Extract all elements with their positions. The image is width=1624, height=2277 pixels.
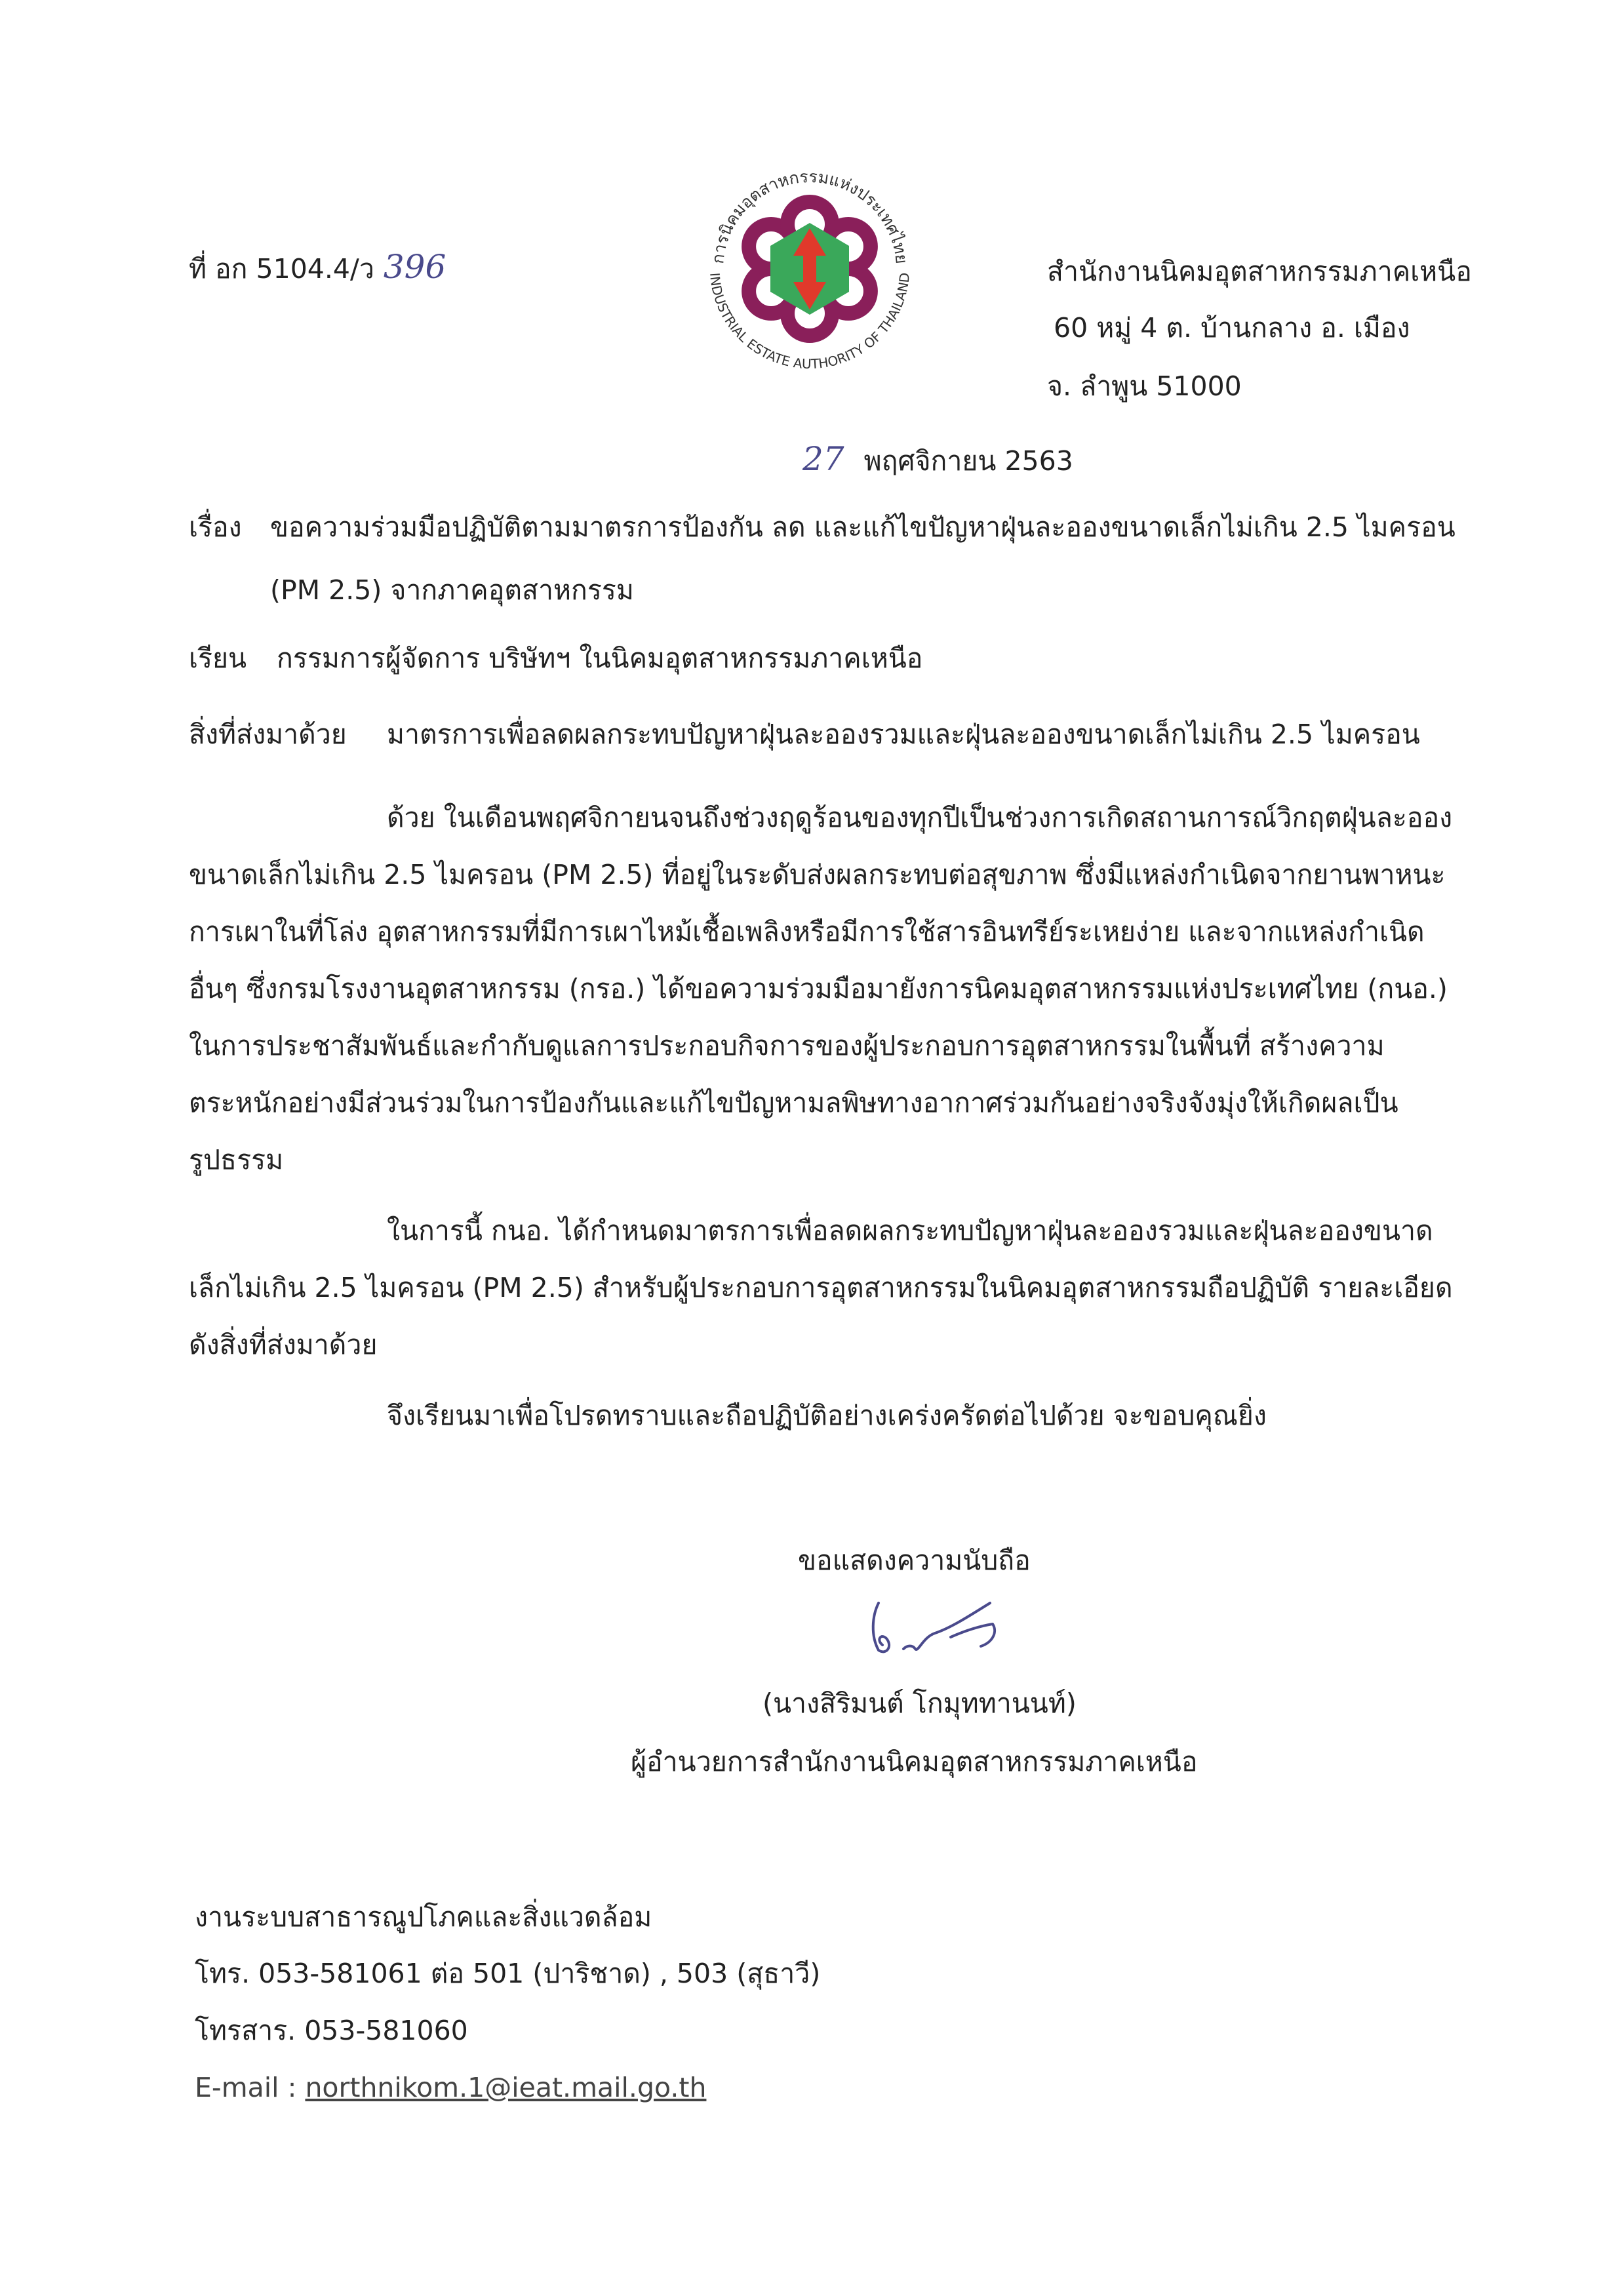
closing-phrase: ขอแสดงความนับถือ (798, 1545, 1031, 1576)
document-date (802, 440, 1073, 478)
date-month-year: พฤศจิกายน 2563 (863, 445, 1073, 477)
contact-email (195, 2074, 706, 2101)
email-link[interactable]: northnikom.1@ieat.mail.go.th (305, 2072, 707, 2103)
subject-label: เรื่อง (189, 511, 242, 543)
address-line-3: จ. ลำพูน 51000 (1047, 370, 1242, 402)
ieat-logo (692, 151, 928, 387)
enclosure-value: มาตรการเพื่อลดผลกระทบปัญหาฝุ่นละอองรวมและฝุ่นละอองขนาดเล็กไม่เกิน 2.5 ไมครอน (387, 719, 1420, 750)
body-line: ตระหนักอย่างมีส่วนร่วมในการป้องกันและแก้ไขปัญหามลพิษทางอากาศร่วมกันอย่างจริงจังมุ่งให้เกิดผลเป็น (189, 1087, 1398, 1119)
contact-phone: โทร. 053-581061 ต่อ 501 (ปาริชาด) , 503 (สุธาวี) (195, 1958, 821, 1989)
document-number (189, 248, 446, 286)
recipient-label: เรียน (189, 643, 247, 674)
subject-line-2: (PM 2.5) จากภาคอุตสาหกรรม (270, 574, 634, 606)
body-line: ในการนี้ กนอ. ได้กำหนดมาตรการเพื่อลดผลกระทบปัญหาฝุ่นละอองรวมและฝุ่นละอองขนาด (387, 1215, 1433, 1246)
contact-fax: โทรสาร. 053-581060 (195, 2015, 468, 2046)
logo-top-text: การนิคมอุตสาหกรรมแห่งประเทศไทย (708, 167, 911, 265)
body-line: ด้วย ในเดือนพฤศจิกายนจนถึงช่วงฤดูร้อนของทุกปีเป็นช่วงการเกิดสถานการณ์วิกฤตฝุ่นละออง (387, 802, 1453, 833)
handwritten-document-number: 396 (383, 248, 446, 286)
document-number-label: ที่ อก 5104.4/ว (189, 253, 374, 285)
body-line: การเผาในที่โล่ง อุตสาหกรรมที่มีการเผาไหม้เชื้อเพลิงหรือมีการใช้สารอินทรีย์ระเหยง่าย และจากแหล่งกำเนิด (189, 916, 1425, 947)
address-line-1: สำนักงานนิคมอุตสาหกรรมภาคเหนือ (1047, 256, 1472, 287)
body-line: รูปธรรม (189, 1144, 284, 1176)
body-line: จึงเรียนมาเพื่อโปรดทราบและถือปฏิบัติอย่างเคร่งครัดต่อไปด้วย จะขอบคุณยิ่ง (387, 1400, 1267, 1431)
signer-name: (นางสิริมนต์ โกมุททานนท์) (762, 1688, 1077, 1719)
body-line: ขนาดเล็กไม่เกิน 2.5 ไมครอน (PM 2.5) ที่อยู่ในระดับส่งผลกระทบต่อสุขภาพ ซึ่งมีแหล่งกำเนิดจากยานพาหนะ (189, 859, 1446, 890)
address-line-2: 60 หมู่ 4 ต. บ้านกลาง อ. เมือง (1054, 312, 1410, 344)
email-label: E-mail : (195, 2072, 306, 2103)
body-line: ดังสิ่งที่ส่งมาด้วย (189, 1329, 378, 1360)
recipient-value: กรรมการผู้จัดการ บริษัทฯ ในนิคมอุตสาหกรรมภาคเหนือ (277, 643, 923, 674)
logo-bottom-text: INDUSTRIAL ESTATE AUTHORITY OF THAILAND (707, 271, 913, 372)
subject-line-1: ขอความร่วมมือปฏิบัติตามมาตรการป้องกัน ลด และแก้ไขปัญหาฝุ่นละอองขนาดเล็กไม่เกิน 2.5 ไมครอน (270, 511, 1456, 543)
contact-unit: งานระบบสาธารณูปโภคและสิ่งแวดล้อม (195, 1901, 652, 1933)
enclosure-label: สิ่งที่ส่งมาด้วย (189, 719, 347, 750)
body-line: เล็กไม่เกิน 2.5 ไมครอน (PM 2.5) สำหรับผู้ประกอบการอุตสาหกรรมในนิคมอุตสาหกรรมถือปฏิบัติ รายละเอียด (189, 1272, 1453, 1303)
body-line: อื่นๆ ซึ่งกรมโรงงานอุตสาหกรรม (กรอ.) ได้ขอความร่วมมือมายังการนิคมอุตสาหกรรมแห่งประเทศไทย (กนอ.) (189, 973, 1448, 1004)
signer-title: ผู้อำนวยการสำนักงานนิคมอุตสาหกรรมภาคเหนือ (631, 1746, 1198, 1777)
body-line: ในการประชาสัมพันธ์และกำกับดูแลการประกอบกิจการของผู้ประกอบการอุตสาหกรรมในพื้นที่ สร้างความ (189, 1030, 1385, 1061)
handwritten-signature (852, 1590, 1023, 1662)
handwritten-date-day: 27 (802, 440, 844, 478)
